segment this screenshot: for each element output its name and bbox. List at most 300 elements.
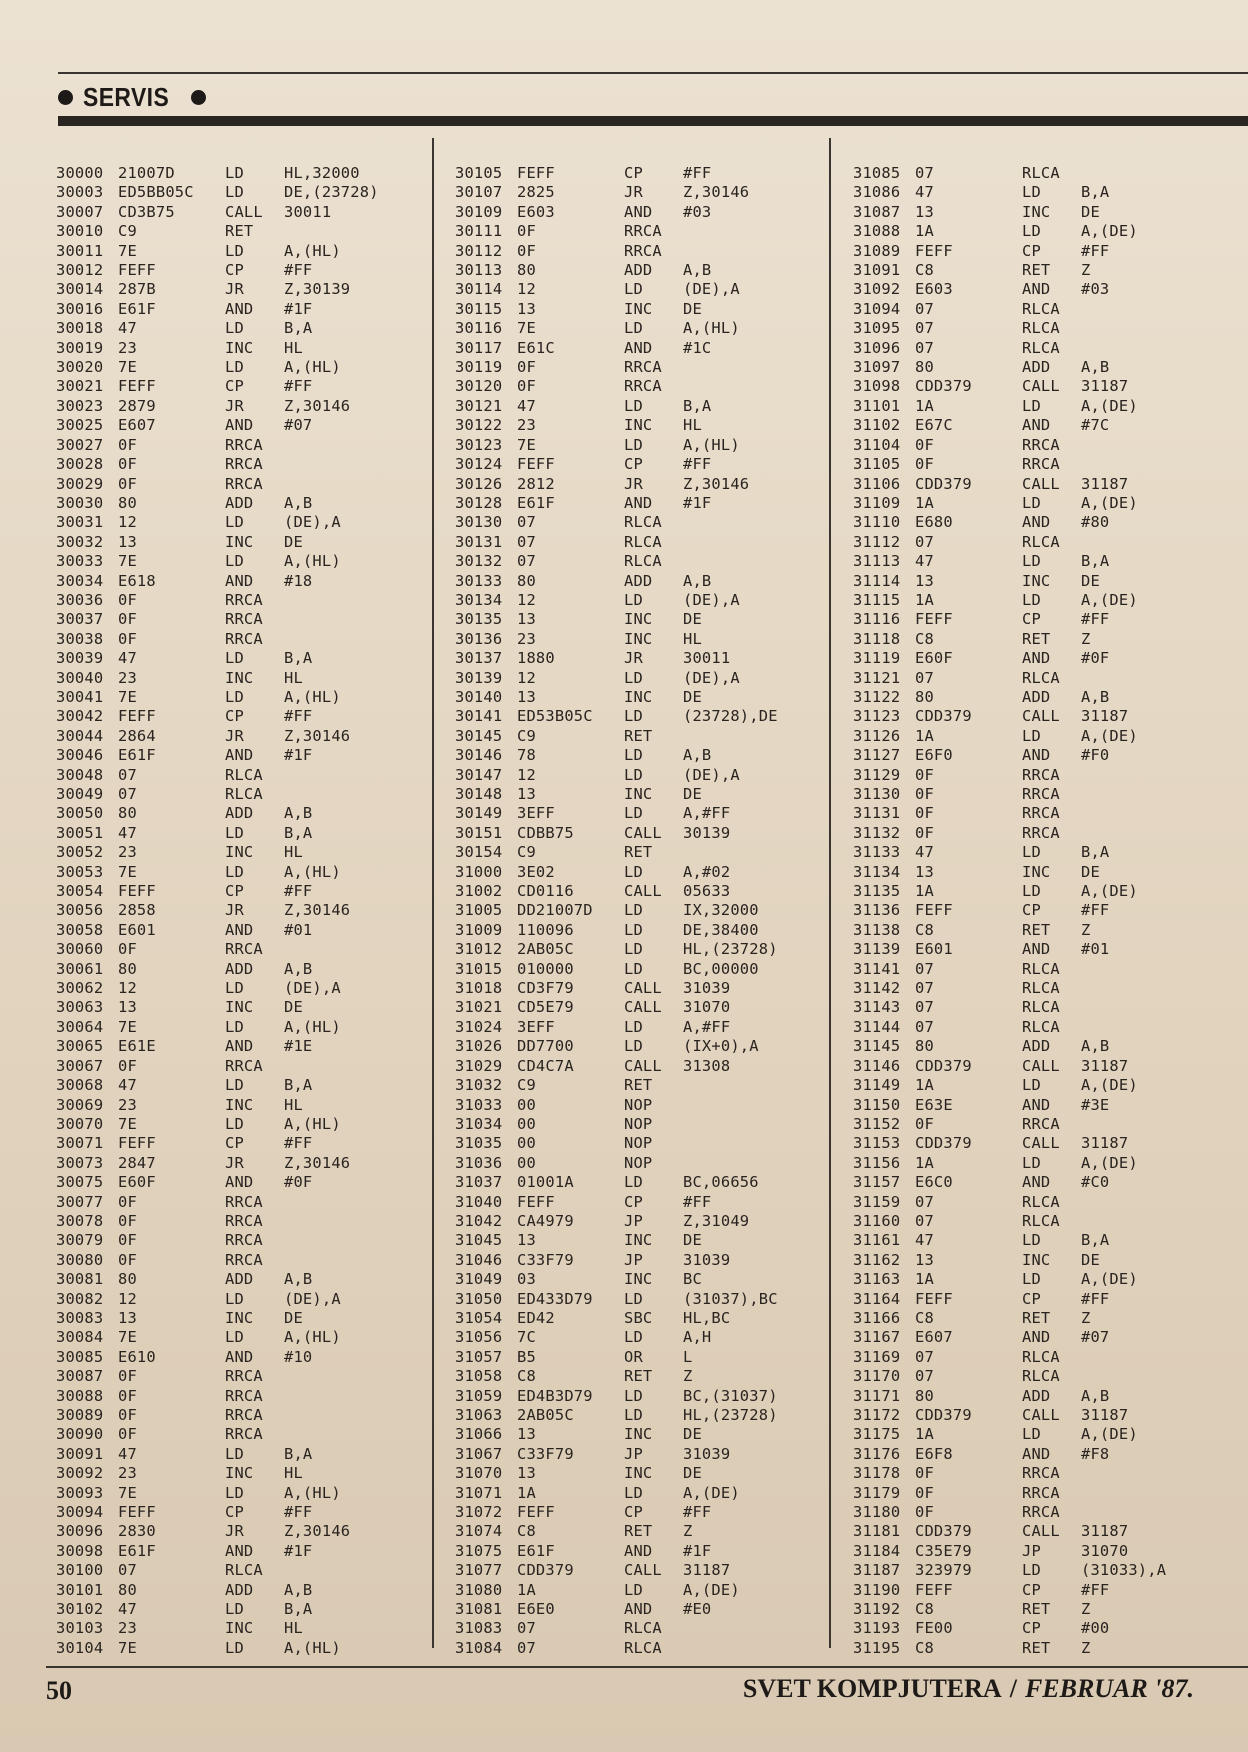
mnemonic: LD: [1022, 1076, 1041, 1095]
hex-bytes: 07: [517, 552, 536, 571]
operand: 31187: [1081, 377, 1129, 396]
hex-bytes: 0F: [915, 1503, 934, 1522]
operand: #FF: [284, 1503, 313, 1522]
mnemonic: RRCA: [624, 222, 662, 241]
mnemonic: RLCA: [225, 785, 263, 803]
mnemonic: LD: [624, 590, 643, 609]
address: 30054: [56, 882, 104, 901]
operand: B,A: [1081, 843, 1110, 862]
hex-bytes: 0F: [915, 455, 934, 474]
operand: (DE),A: [683, 280, 740, 299]
mnemonic: RRCA: [1022, 823, 1060, 842]
mnemonic: RRCA: [225, 1425, 263, 1444]
operand: #FF: [1081, 1289, 1110, 1308]
operand: A,B: [1081, 1037, 1110, 1056]
mnemonic: LD: [225, 358, 244, 377]
address: 31083: [455, 1619, 503, 1638]
address: 31175: [853, 1425, 901, 1444]
operand: #FF: [284, 261, 313, 280]
mnemonic: RLCA: [1022, 1347, 1060, 1366]
address: 31162: [853, 1250, 901, 1269]
address: 31172: [853, 1406, 901, 1424]
mnemonic: RRCA: [225, 1211, 263, 1230]
address: 31049: [455, 1270, 503, 1289]
operand: Z: [683, 1367, 693, 1386]
hex-bytes: CD0116: [517, 882, 574, 901]
mnemonic: INC: [624, 1270, 653, 1289]
mnemonic: AND: [1022, 1095, 1051, 1114]
mnemonic: RLCA: [1022, 1211, 1060, 1230]
hex-bytes: 12: [118, 1289, 137, 1308]
hex-bytes: 47: [118, 1444, 137, 1463]
address: 31066: [455, 1425, 503, 1444]
mnemonic: LD: [225, 979, 244, 998]
mnemonic: CALL: [624, 823, 662, 842]
mnemonic: RRCA: [1022, 1483, 1060, 1502]
address: 31164: [853, 1289, 901, 1308]
hex-bytes: FEFF: [118, 261, 156, 280]
hex-bytes: 23: [517, 416, 536, 435]
hex-bytes: 1A: [915, 1270, 934, 1289]
hex-bytes: ED5BB05C: [118, 183, 194, 202]
hex-bytes: 80: [118, 1580, 137, 1599]
hex-bytes: 13: [118, 998, 137, 1017]
hex-bytes: 323979: [915, 1561, 972, 1580]
operand: #1C: [683, 338, 712, 357]
operand: Z,30146: [284, 726, 351, 745]
address: 30100: [56, 1561, 104, 1580]
address: 30000: [56, 164, 104, 182]
page-number: 50: [46, 1676, 72, 1705]
mnemonic: RRCA: [1022, 785, 1060, 803]
mnemonic: AND: [225, 416, 254, 435]
operand: #1F: [683, 493, 712, 512]
hex-bytes: 12: [118, 513, 137, 532]
address: 31098: [853, 377, 901, 396]
operand: (IX+0),A: [683, 1037, 759, 1056]
address: 31054: [455, 1308, 503, 1327]
operand: A,(DE): [1081, 493, 1138, 512]
mnemonic: LD: [225, 649, 244, 668]
mnemonic: LD: [225, 1444, 244, 1463]
hex-bytes: E680: [915, 513, 953, 532]
operand: (DE),A: [683, 668, 740, 687]
address: 31033: [455, 1095, 503, 1114]
mnemonic: INC: [1022, 1250, 1051, 1269]
mnemonic: INC: [1022, 862, 1051, 881]
mnemonic: AND: [624, 493, 653, 512]
hex-bytes: 0F: [118, 610, 137, 629]
hex-bytes: 0F: [915, 765, 934, 784]
operand: DE: [683, 1425, 702, 1444]
address: 31156: [853, 1153, 901, 1172]
mnemonic: LD: [225, 687, 244, 706]
mnemonic: AND: [225, 299, 254, 318]
hex-bytes: 12: [517, 590, 536, 609]
operand: HL,32000: [284, 164, 360, 182]
mnemonic: JR: [624, 649, 643, 668]
mnemonic: INC: [624, 1425, 653, 1444]
address: 31059: [455, 1386, 503, 1405]
mnemonic: LD: [225, 552, 244, 571]
address: 31184: [853, 1541, 901, 1560]
hex-bytes: 12: [118, 979, 137, 998]
mnemonic: LD: [1022, 183, 1041, 202]
address: 31133: [853, 843, 901, 862]
hex-bytes: 80: [118, 959, 137, 978]
hex-bytes: CDD379: [517, 1561, 574, 1580]
hex-bytes: 0F: [118, 1231, 137, 1250]
address: 31067: [455, 1444, 503, 1463]
address: 31138: [853, 920, 901, 939]
hex-bytes: 00: [517, 1134, 536, 1153]
hex-bytes: 7E: [118, 1483, 137, 1502]
address: 30063: [56, 998, 104, 1017]
hex-bytes: 03: [517, 1270, 536, 1289]
mnemonic: CALL: [1022, 1406, 1060, 1424]
operand: DE: [683, 610, 702, 629]
address: 31195: [853, 1638, 901, 1657]
address: 30021: [56, 377, 104, 396]
hex-bytes: 0F: [915, 1114, 934, 1133]
mnemonic: INC: [225, 843, 254, 862]
operand: A,(DE): [1081, 1270, 1138, 1289]
address: 31080: [455, 1580, 503, 1599]
hex-bytes: 13: [118, 1308, 137, 1327]
mnemonic: RET: [225, 222, 254, 241]
hex-bytes: C9: [517, 843, 536, 862]
address: 31092: [853, 280, 901, 299]
address: 31101: [853, 396, 901, 415]
operand: DE: [683, 1231, 702, 1250]
mnemonic: LD: [1022, 222, 1041, 241]
mnemonic: RLCA: [225, 1561, 263, 1580]
mnemonic: AND: [1022, 746, 1051, 765]
address: 30030: [56, 493, 104, 512]
mnemonic: LD: [624, 746, 643, 765]
address: 31146: [853, 1056, 901, 1075]
hex-bytes: CD4C7A: [517, 1056, 574, 1075]
operand: #00: [1081, 1619, 1110, 1638]
hex-bytes: 7E: [118, 1114, 137, 1133]
magazine-name: SVET KOMPJUTERA: [742, 1674, 1002, 1703]
operand: DE: [683, 687, 702, 706]
address: 30107: [455, 183, 503, 202]
address: 30036: [56, 590, 104, 609]
operand: A,B: [1081, 358, 1110, 377]
operand: #18: [284, 571, 313, 590]
address: 31116: [853, 610, 901, 629]
hex-bytes: 0F: [915, 823, 934, 842]
hex-bytes: 2858: [118, 901, 156, 920]
operand: 30011: [284, 202, 332, 221]
mnemonic: CP: [624, 1192, 643, 1211]
address: 30103: [56, 1619, 104, 1638]
mnemonic: RRCA: [1022, 804, 1060, 823]
mnemonic: LD: [624, 280, 643, 299]
hex-bytes: 80: [517, 261, 536, 280]
hex-bytes: CD3F79: [517, 979, 574, 998]
mnemonic: INC: [225, 532, 254, 551]
hex-bytes: E63E: [915, 1095, 953, 1114]
mnemonic: CALL: [1022, 1134, 1060, 1153]
address: 30018: [56, 319, 104, 338]
hex-bytes: FEFF: [915, 901, 953, 920]
address: 30038: [56, 629, 104, 648]
mnemonic: LD: [624, 920, 643, 939]
footer-rule: [46, 1666, 1248, 1668]
mnemonic: RRCA: [225, 940, 263, 959]
address: 31026: [455, 1037, 503, 1056]
hex-bytes: 1A: [517, 1580, 536, 1599]
operand: #FF: [1081, 901, 1110, 920]
mnemonic: LD: [624, 1037, 643, 1056]
mnemonic: CP: [624, 455, 643, 474]
mnemonic: LD: [624, 862, 643, 881]
address: 30012: [56, 261, 104, 280]
operand: Z,30139: [284, 280, 351, 299]
mnemonic: LD: [624, 1386, 643, 1405]
address: 30080: [56, 1250, 104, 1269]
hex-bytes: 07: [915, 979, 934, 998]
operand: A,(DE): [1081, 1076, 1138, 1095]
hex-bytes: FE00: [915, 1619, 953, 1638]
hex-bytes: 47: [915, 183, 934, 202]
hex-bytes: FEFF: [915, 1580, 953, 1599]
operand: A,B: [1081, 1386, 1110, 1405]
mnemonic: LD: [225, 1289, 244, 1308]
address: 30037: [56, 610, 104, 629]
mnemonic: LD: [225, 513, 244, 532]
operand: L: [683, 1347, 693, 1366]
address: 30064: [56, 1017, 104, 1036]
hex-bytes: 2830: [118, 1522, 156, 1541]
address: 30154: [455, 843, 503, 862]
address: 31089: [853, 241, 901, 260]
mnemonic: RLCA: [624, 1619, 662, 1638]
operand: #FF: [683, 1192, 712, 1211]
bullet-icon: [58, 90, 73, 105]
address: 30068: [56, 1076, 104, 1095]
operand: 31187: [1081, 1522, 1129, 1541]
address: 31029: [455, 1056, 503, 1075]
hex-bytes: 80: [517, 571, 536, 590]
address: 30089: [56, 1406, 104, 1424]
mnemonic: LD: [624, 707, 643, 726]
mnemonic: RLCA: [624, 532, 662, 551]
hex-bytes: 80: [118, 1270, 137, 1289]
hex-bytes: 1A: [915, 493, 934, 512]
hex-bytes: 07: [915, 338, 934, 357]
address: 30145: [455, 726, 503, 745]
mnemonic: RLCA: [624, 1638, 662, 1657]
mnemonic: CALL: [1022, 1056, 1060, 1075]
address: 31084: [455, 1638, 503, 1657]
address: 30131: [455, 532, 503, 551]
address: 31187: [853, 1561, 901, 1580]
hex-bytes: CDD379: [915, 1134, 972, 1153]
operand: DE: [1081, 202, 1100, 221]
address: 31143: [853, 998, 901, 1017]
address: 31024: [455, 1017, 503, 1036]
hex-bytes: 13: [517, 610, 536, 629]
operand: HL: [284, 1095, 303, 1114]
operand: B,A: [284, 1076, 313, 1095]
address: 31180: [853, 1503, 901, 1522]
hex-bytes: 7E: [517, 435, 536, 454]
mnemonic: INC: [624, 299, 653, 318]
address: 31035: [455, 1134, 503, 1153]
mnemonic: JP: [1022, 1541, 1041, 1560]
operand: 31187: [1081, 1134, 1129, 1153]
hex-bytes: 7C: [517, 1328, 536, 1347]
address: 30148: [455, 785, 503, 803]
mnemonic: LD: [624, 1406, 643, 1424]
mnemonic: ADD: [225, 959, 254, 978]
address: 30031: [56, 513, 104, 532]
hex-bytes: 0F: [915, 804, 934, 823]
operand: HL: [284, 338, 303, 357]
mnemonic: RET: [1022, 629, 1051, 648]
operand: DE: [1081, 571, 1100, 590]
hex-bytes: 1A: [915, 1153, 934, 1172]
operand: A,(HL): [284, 1017, 341, 1036]
mnemonic: LD: [624, 668, 643, 687]
mnemonic: CP: [225, 261, 244, 280]
hex-bytes: 2847: [118, 1153, 156, 1172]
hex-bytes: 07: [915, 532, 934, 551]
hex-bytes: 23: [118, 843, 137, 862]
mnemonic: LD: [225, 1483, 244, 1502]
mnemonic: RLCA: [1022, 1192, 1060, 1211]
address: 31192: [853, 1600, 901, 1619]
address: 31057: [455, 1347, 503, 1366]
hex-bytes: 7E: [118, 552, 137, 571]
hex-bytes: 47: [118, 649, 137, 668]
address: 31171: [853, 1386, 901, 1405]
mnemonic: LD: [1022, 843, 1041, 862]
address: 31118: [853, 629, 901, 648]
address: 31086: [853, 183, 901, 202]
operand: A,B: [683, 571, 712, 590]
mnemonic: RRCA: [225, 474, 263, 493]
mnemonic: RRCA: [225, 435, 263, 454]
mnemonic: AND: [1022, 1173, 1051, 1192]
operand: (DE),A: [284, 1289, 341, 1308]
mnemonic: INC: [225, 998, 254, 1017]
hex-bytes: 78: [517, 746, 536, 765]
mnemonic: SBC: [624, 1308, 653, 1327]
address: 30151: [455, 823, 503, 842]
operand: #1F: [284, 1541, 313, 1560]
mnemonic: CP: [1022, 1580, 1041, 1599]
operand: B,A: [284, 1444, 313, 1463]
hex-bytes: 12: [517, 280, 536, 299]
operand: #03: [1081, 280, 1110, 299]
hex-bytes: 80: [915, 1386, 934, 1405]
mnemonic: JR: [624, 183, 643, 202]
hex-bytes: 2864: [118, 726, 156, 745]
mnemonic: AND: [225, 1347, 254, 1366]
hex-bytes: 13: [517, 687, 536, 706]
hex-bytes: 3EFF: [517, 1017, 555, 1036]
hex-bytes: 0F: [915, 435, 934, 454]
mnemonic: LD: [624, 901, 643, 920]
operand: 30139: [683, 823, 731, 842]
hex-bytes: 07: [118, 785, 137, 803]
mnemonic: CALL: [225, 202, 263, 221]
mnemonic: CP: [1022, 1619, 1041, 1638]
mnemonic: LD: [624, 1483, 643, 1502]
mnemonic: RET: [624, 726, 653, 745]
address: 30120: [455, 377, 503, 396]
hex-bytes: E6F0: [915, 746, 953, 765]
hex-bytes: 1A: [915, 882, 934, 901]
mnemonic: LD: [624, 1289, 643, 1308]
mnemonic: ADD: [225, 1270, 254, 1289]
listing-columns: [0, 138, 1248, 1658]
address: 31139: [853, 940, 901, 959]
address: 30133: [455, 571, 503, 590]
operand: A,B: [683, 261, 712, 280]
address: 30116: [455, 319, 503, 338]
operand: A,#FF: [683, 1017, 731, 1036]
operand: #1F: [284, 746, 313, 765]
operand: Z,30146: [284, 1522, 351, 1541]
mnemonic: LD: [1022, 493, 1041, 512]
address: 31050: [455, 1289, 503, 1308]
mnemonic: JP: [624, 1211, 643, 1230]
address: 31021: [455, 998, 503, 1017]
address: 31018: [455, 979, 503, 998]
address: 30136: [455, 629, 503, 648]
hex-bytes: 07: [915, 164, 934, 182]
address: 30048: [56, 765, 104, 784]
address: 30096: [56, 1522, 104, 1541]
hex-bytes: 2AB05C: [517, 940, 574, 959]
operand: #FF: [1081, 241, 1110, 260]
address: 30091: [56, 1444, 104, 1463]
mnemonic: RLCA: [1022, 532, 1060, 551]
operand: B,A: [1081, 183, 1110, 202]
mnemonic: LD: [1022, 1270, 1041, 1289]
operand: #0F: [1081, 649, 1110, 668]
mnemonic: RRCA: [624, 358, 662, 377]
hex-bytes: 13: [517, 1231, 536, 1250]
address: 30042: [56, 707, 104, 726]
mnemonic: CP: [225, 882, 244, 901]
mnemonic: RLCA: [1022, 1367, 1060, 1386]
address: 30071: [56, 1134, 104, 1153]
address: 30044: [56, 726, 104, 745]
operand: A,(DE): [1081, 726, 1138, 745]
mnemonic: CP: [1022, 241, 1041, 260]
mnemonic: CALL: [624, 1561, 662, 1580]
hex-bytes: 07: [915, 1347, 934, 1366]
hex-bytes: 0F: [915, 1483, 934, 1502]
hex-bytes: CDBB75: [517, 823, 574, 842]
address: 31115: [853, 590, 901, 609]
address: 30025: [56, 416, 104, 435]
mnemonic: INC: [624, 416, 653, 435]
address: 30077: [56, 1192, 104, 1211]
mnemonic: INC: [225, 668, 254, 687]
hex-bytes: 13: [915, 571, 934, 590]
hex-bytes: FEFF: [517, 455, 555, 474]
operand: #10: [284, 1347, 313, 1366]
hex-bytes: 0F: [915, 1464, 934, 1483]
operand: #FF: [284, 1134, 313, 1153]
